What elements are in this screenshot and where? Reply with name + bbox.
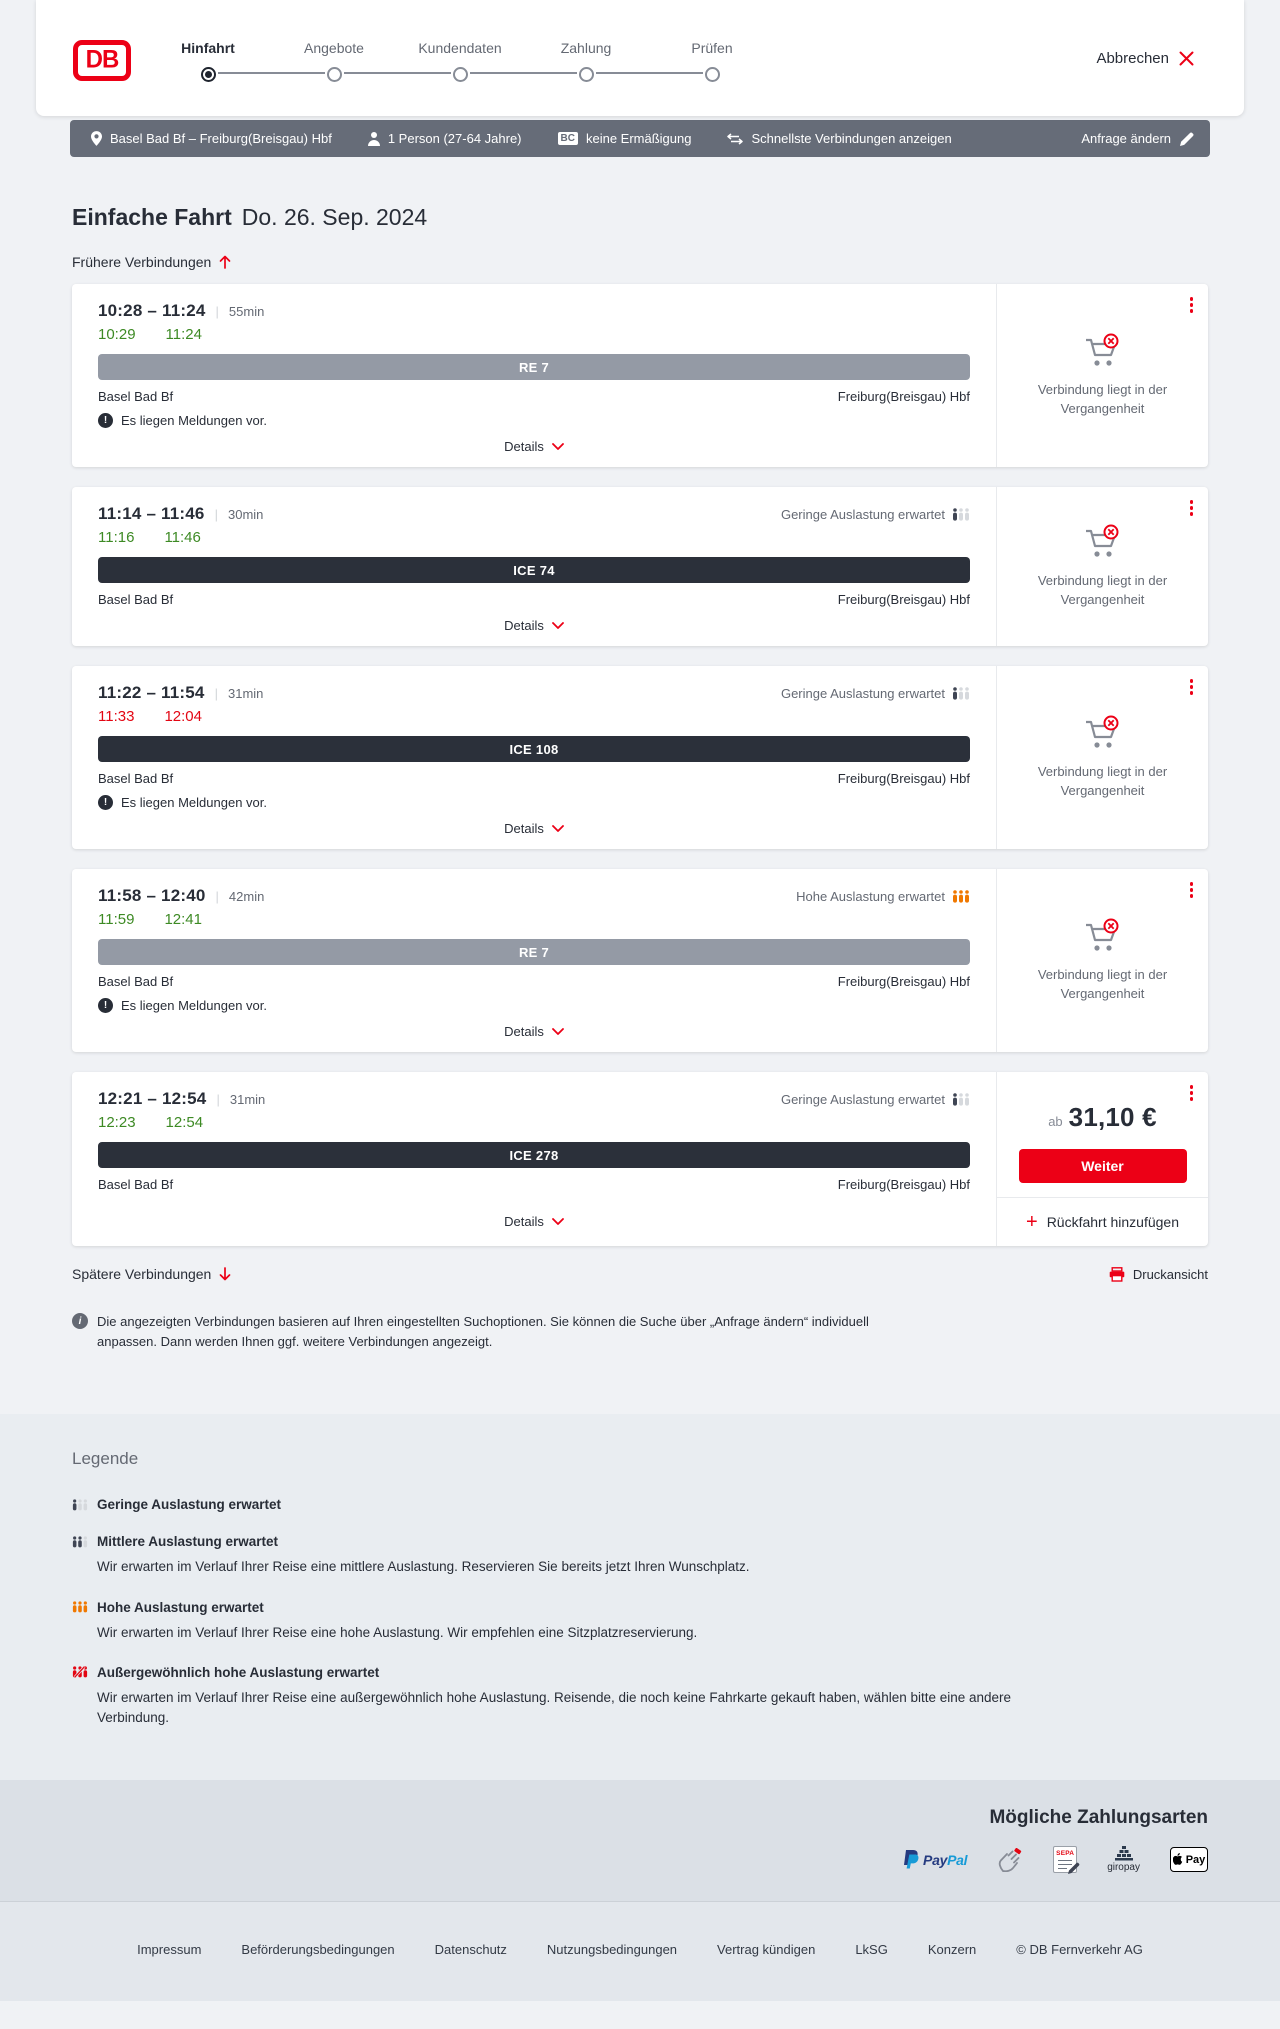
details-toggle[interactable]	[98, 618, 970, 633]
realtime-departure: 11:16	[98, 529, 135, 546]
legend-label: Außergewöhnlich hohe Auslastung erwartet	[97, 1664, 380, 1680]
arrow-up-icon	[219, 255, 231, 269]
train-label: ICE 278	[509, 1147, 559, 1163]
cart-unavailable-icon	[1081, 524, 1125, 562]
train-segment-bar[interactable]	[98, 354, 970, 380]
person-icon	[368, 132, 380, 146]
occupancy-high-icon	[952, 890, 970, 903]
realtime-arrival: 12:04	[164, 708, 202, 725]
connection-side	[996, 284, 1208, 467]
later-connections-label: Spätere Verbindungen	[72, 1266, 212, 1282]
step-dot-icon	[705, 67, 720, 82]
later-connections-link[interactable]	[72, 1266, 231, 1282]
more-options-icon[interactable]	[1187, 497, 1197, 519]
origin-station: Basel Bad Bf	[98, 592, 174, 607]
connection-duration: 30min	[227, 507, 264, 522]
earlier-connections-link[interactable]	[72, 254, 1208, 270]
connection-time: 12:21 – 12:54	[98, 1089, 207, 1108]
legend-label: Geringe Auslastung erwartet	[97, 1497, 282, 1513]
past-connection-label: Verbindung liegt in der Vergangenheit	[1037, 763, 1168, 798]
footer-link-befoerderungsbedingungen[interactable]: Beförderungsbedingungen	[241, 1942, 395, 1958]
origin-station: Basel Bad Bf	[98, 974, 174, 989]
page-title	[72, 204, 1208, 231]
header	[36, 0, 1244, 116]
payments-title: Mögliche Zahlungsarten	[989, 1807, 1208, 1829]
train-label: ICE 108	[509, 741, 559, 757]
travellers-text: 1 Person (27-64 Jahre)	[387, 131, 522, 146]
chevron-down-icon	[552, 1028, 564, 1036]
destination-station: Freiburg(Breisgau) Hbf	[837, 592, 970, 607]
connection-time: 11:22 – 11:54	[98, 683, 205, 702]
connection-duration: 31min	[229, 1092, 266, 1107]
footer-link-impressum[interactable]: Impressum	[137, 1942, 202, 1958]
plus-icon: +	[1026, 1211, 1038, 1233]
realtime-departure: 10:29	[98, 326, 136, 343]
giropay-label: giropay	[1107, 1862, 1140, 1874]
connection-duration: 55min	[228, 304, 265, 319]
separator: |	[214, 507, 218, 522]
pencil-icon	[1068, 1862, 1080, 1874]
close-icon	[1179, 51, 1194, 66]
train-segment-bar[interactable]	[98, 939, 970, 965]
legend-item-low	[72, 1497, 1208, 1512]
connection-main	[72, 284, 996, 467]
realtime-arrival: 12:41	[164, 911, 202, 928]
separator: |	[216, 1092, 220, 1107]
occupancy-high-icon	[72, 1601, 88, 1613]
destination-station: Freiburg(Breisgau) Hbf	[837, 771, 970, 786]
cart-unavailable-icon	[1081, 918, 1125, 956]
connection-time: 11:58 – 12:40	[98, 886, 206, 905]
past-connection-panel	[997, 666, 1208, 849]
pencil-icon	[1180, 132, 1194, 146]
legend-description: Wir erwarten im Verlauf Ihrer Reise eine hohe Auslastung. Wir empfehlen eine Sitzplatzreservierung.	[97, 1624, 698, 1640]
realtime-departure: 11:59	[98, 911, 135, 928]
legend-description: Wir erwarten im Verlauf Ihrer Reise eine mittlere Auslastung. Reservieren Sie bereits jetzt Ihren Wunschplatz.	[97, 1559, 750, 1575]
paypal-icon	[903, 1850, 967, 1869]
past-connection-label: Verbindung liegt in der Vergangenheit	[1037, 381, 1168, 416]
arrow-down-icon	[219, 1267, 231, 1281]
credit-card-hand-icon	[997, 1848, 1023, 1872]
messages-row	[98, 413, 970, 428]
paypal-word: PayPal	[923, 1851, 968, 1868]
connection-side	[996, 1072, 1208, 1246]
trip-type: Einfache Fahrt	[72, 204, 232, 230]
footer-link-vertrag-kuendigen[interactable]: Vertrag kündigen	[717, 1942, 816, 1958]
connection-duration: 31min	[227, 686, 264, 701]
chevron-down-icon	[552, 443, 564, 451]
payments-section	[0, 1780, 1280, 1901]
step-label: Angebote	[304, 40, 364, 56]
origin-station: Basel Bad Bf	[98, 771, 174, 786]
occupancy-label: Geringe Auslastung erwartet	[780, 507, 945, 522]
messages-row	[98, 795, 970, 810]
realtime-arrival: 11:24	[165, 326, 202, 343]
printer-icon	[1109, 1267, 1125, 1282]
legend-item-exceptional	[72, 1665, 1208, 1729]
details-toggle[interactable]	[98, 1024, 970, 1039]
travellers-summary	[368, 131, 522, 146]
connection-side	[996, 869, 1208, 1052]
footer-link-datenschutz[interactable]: Datenschutz	[434, 1942, 507, 1958]
route-summary	[91, 131, 332, 146]
fastest-connections-toggle[interactable]	[727, 131, 951, 146]
apple-pay-icon	[1170, 1847, 1208, 1872]
realtime-departure: 11:33	[98, 708, 135, 725]
connection-list	[72, 284, 1208, 1246]
apple-logo-icon	[1173, 1853, 1184, 1866]
step-kundendaten[interactable]	[397, 40, 523, 82]
legend-title: Legende	[72, 1449, 139, 1469]
step-hinfahrt[interactable]	[145, 40, 271, 82]
step-dot-icon	[579, 67, 594, 82]
fastest-text: Schnellste Verbindungen anzeigen	[751, 131, 952, 146]
search-options-note	[72, 1312, 882, 1352]
destination-station: Freiburg(Breisgau) Hbf	[837, 1177, 970, 1192]
connection-main	[72, 1072, 996, 1246]
print-view-label: Druckansicht	[1132, 1266, 1208, 1282]
messages-label: Es liegen Meldungen vor.	[121, 998, 267, 1013]
occupancy-indicator	[796, 889, 970, 904]
step-zahlung[interactable]	[523, 40, 649, 82]
earlier-connections-label: Frühere Verbindungen	[72, 254, 212, 270]
price-value: 31,10 €	[1068, 1102, 1157, 1132]
apple-pay-label: Pay	[1185, 1853, 1206, 1866]
details-toggle[interactable]	[98, 1214, 970, 1229]
origin-station: Basel Bad Bf	[98, 1177, 174, 1192]
connection-side	[996, 487, 1208, 646]
more-options-icon[interactable]	[1187, 676, 1197, 698]
step-label: Hinfahrt	[181, 40, 235, 56]
messages-label: Es liegen Meldungen vor.	[121, 795, 267, 810]
occupancy-low-icon	[952, 1093, 970, 1106]
origin-station: Basel Bad Bf	[98, 389, 174, 404]
continue-button[interactable]: Weiter	[1019, 1149, 1187, 1183]
step-angebote[interactable]	[271, 40, 397, 82]
occupancy-medium-icon	[72, 1536, 88, 1548]
more-options-icon[interactable]	[1187, 1082, 1197, 1104]
chevron-down-icon	[552, 1218, 564, 1226]
realtime-arrival: 11:46	[164, 529, 201, 546]
connection-time: 11:14 – 11:46	[98, 504, 205, 523]
connection-main	[72, 487, 996, 646]
step-label: Kundendaten	[418, 40, 502, 56]
price-prefix: ab	[1048, 1114, 1063, 1129]
realtime-departure: 12:23	[98, 1114, 136, 1131]
route-text: Basel Bad Bf – Freiburg(Breisgau) Hbf	[110, 131, 332, 146]
connection-card-2[interactable]	[72, 487, 1208, 646]
footer-link-konzern[interactable]: Konzern	[927, 1942, 977, 1958]
step-dot-icon	[453, 67, 468, 82]
alert-icon: !	[98, 795, 113, 810]
past-connection-panel	[997, 869, 1208, 1052]
db-logo-text: DB	[85, 45, 119, 74]
realtime-row	[98, 1114, 970, 1131]
step-label: Zahlung	[560, 40, 612, 56]
alert-icon: !	[98, 413, 113, 428]
more-options-icon[interactable]	[1187, 294, 1197, 316]
edit-request-button[interactable]	[1081, 131, 1194, 146]
details-label: Details	[504, 1214, 544, 1229]
occupancy-low-icon	[72, 1499, 88, 1511]
edit-request-label: Anfrage ändern	[1081, 131, 1171, 146]
legend-label: Hohe Auslastung erwartet	[97, 1599, 264, 1615]
step-pruefen[interactable]	[649, 40, 775, 82]
train-segment-bar[interactable]	[98, 736, 970, 762]
past-connection-panel	[997, 487, 1208, 646]
legend-label: Mittlere Auslastung erwartet	[97, 1534, 279, 1550]
separator: |	[215, 889, 219, 904]
realtime-row-delayed	[98, 708, 970, 725]
discount-summary	[558, 131, 692, 146]
messages-label: Es liegen Meldungen vor.	[121, 413, 267, 428]
chevron-down-icon	[552, 622, 564, 630]
realtime-row	[98, 911, 970, 928]
details-label: Details	[504, 821, 544, 836]
alert-icon: !	[98, 998, 113, 1013]
connection-card-3[interactable]	[72, 666, 1208, 849]
cancel-button[interactable]	[1096, 50, 1194, 67]
realtime-arrival: 12:54	[165, 1114, 204, 1131]
legend-item-medium	[72, 1534, 1208, 1577]
trip-date: Do. 26. Sep. 2024	[241, 204, 428, 230]
occupancy-low-icon	[952, 687, 970, 700]
sepa-label: SEPA	[1056, 1850, 1075, 1858]
separator: |	[215, 304, 219, 319]
cancel-label: Abbrechen	[1096, 49, 1169, 67]
db-logo	[73, 40, 131, 81]
footer-link-nutzungsbedingungen[interactable]: Nutzungsbedingungen	[546, 1942, 678, 1958]
results-section	[72, 204, 1208, 1414]
bahncard-icon: BC	[558, 132, 578, 145]
step-dot-active-icon	[201, 67, 216, 82]
occupancy-low-icon	[952, 508, 970, 521]
occupancy-label: Hohe Auslastung erwartet	[796, 889, 945, 904]
footer-link-lksg[interactable]: LkSG	[855, 1942, 888, 1958]
legend-item-high	[72, 1600, 1208, 1643]
realtime-row	[98, 326, 970, 343]
past-connection-label: Verbindung liegt in der Vergangenheit	[1037, 572, 1168, 607]
cart-unavailable-icon	[1081, 715, 1125, 753]
copyright: © DB Fernverkehr AG	[1016, 1942, 1143, 1958]
discount-text: keine Ermäßigung	[585, 131, 692, 146]
connection-time: 10:28 – 11:24	[98, 301, 206, 320]
info-icon: i	[72, 1313, 88, 1329]
realtime-row	[98, 529, 970, 546]
progress-stepper	[145, 40, 775, 82]
destination-station: Freiburg(Breisgau) Hbf	[837, 389, 970, 404]
details-label: Details	[504, 439, 544, 454]
occupancy-exceptional-icon	[72, 1666, 88, 1678]
print-view-link[interactable]	[1109, 1267, 1208, 1282]
connection-card-1[interactable]	[72, 284, 1208, 467]
cart-unavailable-icon	[1081, 333, 1125, 371]
note-text: Die angezeigten Verbindungen basieren auf Ihren eingestellten Suchoptionen. Sie können die Suche über „Anfrage ändern“ individuell anpassen. Dann werden Ihnen ggf. weitere Verbindungen angezeigt.	[97, 1314, 869, 1350]
occupancy-indicator	[781, 507, 970, 522]
train-segment-bar[interactable]	[98, 1142, 970, 1168]
giropay-icon	[1107, 1846, 1140, 1873]
train-label: ICE 74	[513, 562, 555, 578]
past-connection-panel	[997, 284, 1208, 467]
footer	[0, 1901, 1280, 2001]
past-connection-label: Verbindung liegt in der Vergangenheit	[1037, 966, 1168, 1001]
chevron-down-icon	[552, 825, 564, 833]
occupancy-indicator	[781, 686, 970, 701]
step-dot-icon	[327, 67, 342, 82]
step-label: Prüfen	[691, 40, 733, 56]
location-pin-icon	[91, 131, 102, 146]
messages-row	[98, 998, 970, 1013]
connection-main	[72, 666, 996, 849]
swap-arrows-icon	[727, 133, 743, 145]
occupancy-label: Geringe Auslastung erwartet	[780, 686, 945, 701]
details-label: Details	[504, 618, 544, 633]
legend-description: Wir erwarten im Verlauf Ihrer Reise eine außergewöhnlich hohe Auslastung. Reisende, die noch keine Fahrkarte gekauft haben, wählen bitte eine andere Verbindung.	[97, 1689, 1012, 1726]
details-toggle[interactable]	[98, 821, 970, 836]
connection-card-4[interactable]	[72, 869, 1208, 1052]
occupancy-indicator	[781, 1092, 970, 1107]
search-summary-bar	[70, 120, 1210, 157]
train-segment-bar[interactable]	[98, 557, 970, 583]
paypal-logo-icon	[903, 1850, 919, 1869]
add-return-label: Rückfahrt hinzufügen	[1046, 1214, 1179, 1230]
legend-section	[0, 1414, 1280, 1780]
connection-duration: 42min	[228, 889, 265, 904]
add-return-button[interactable]	[997, 1197, 1208, 1246]
details-toggle[interactable]	[98, 439, 970, 454]
train-label: RE 7	[518, 359, 550, 375]
connection-main	[72, 869, 996, 1052]
details-label: Details	[504, 1024, 544, 1039]
separator: |	[214, 686, 218, 701]
connection-side	[996, 666, 1208, 849]
occupancy-label: Geringe Auslastung erwartet	[780, 1092, 945, 1107]
price-panel	[997, 1072, 1208, 1197]
connection-card-5[interactable]	[72, 1072, 1208, 1246]
giropay-logo-icon	[1113, 1846, 1135, 1861]
destination-station: Freiburg(Breisgau) Hbf	[837, 974, 970, 989]
sepa-direct-debit-icon	[1053, 1846, 1077, 1873]
train-label: RE 7	[518, 944, 550, 960]
more-options-icon[interactable]	[1187, 879, 1197, 901]
